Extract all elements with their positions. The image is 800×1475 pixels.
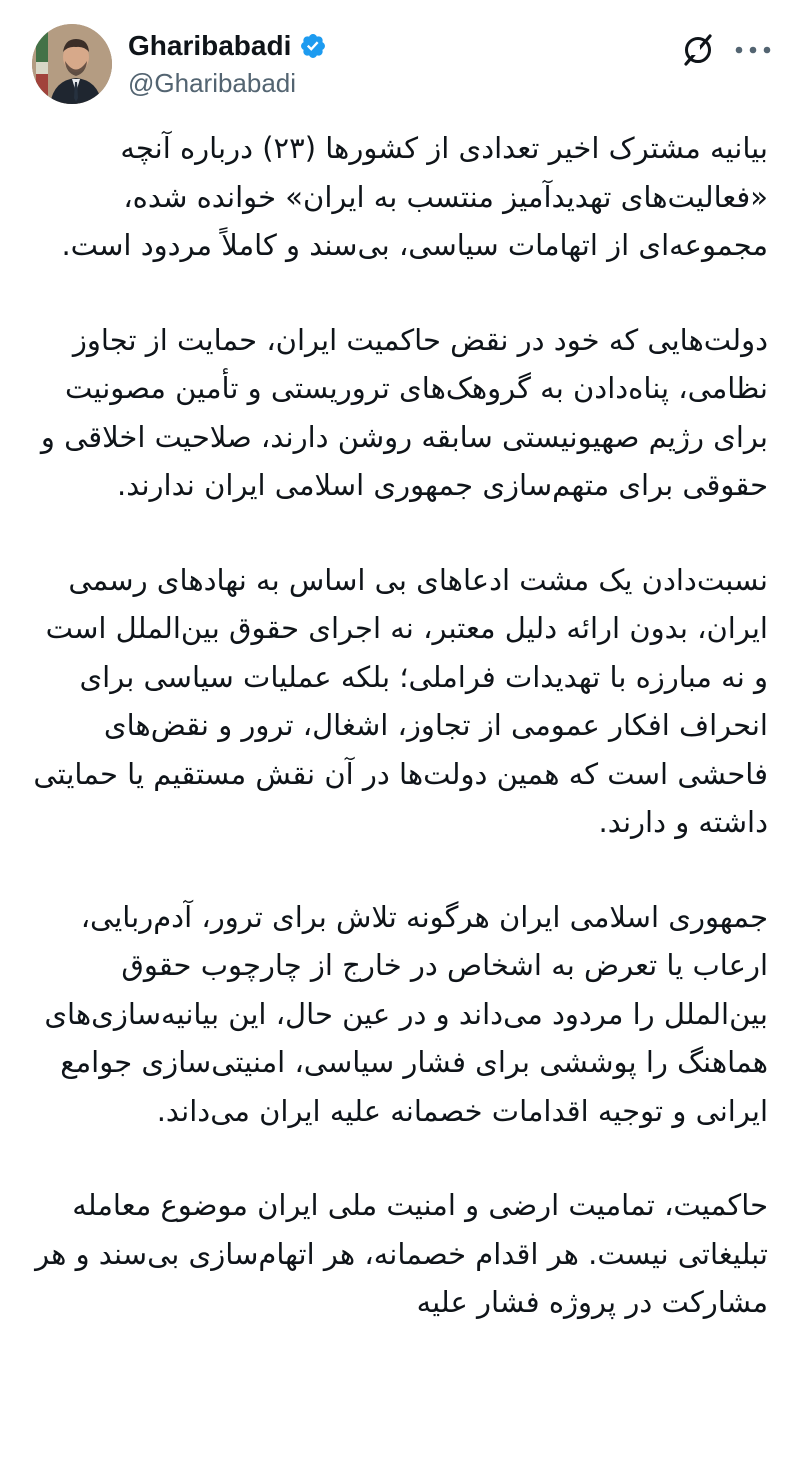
grok-icon[interactable] <box>676 28 720 72</box>
display-name[interactable]: Gharibabadi <box>128 30 292 61</box>
tweet-paragraph-3: نسبت‌دادن یک مشت ادعاهای بی اساس به نهادهای رسمی ایران، بدون ارائه دلیل معتبر، نه اجرای حقوق بین‌الملل است و نه مبارزه با تهدیدات فراملی؛ بلکه عملیات سیاسی برای انحراف افکار عمومی از تجاوز، اشغال، ترور و نقض‌های فاحشی است که همین دولت‌ها در آن نقش مستقیم یا حمایتی داشته و دارند. <box>33 562 768 839</box>
more-options-icon[interactable] <box>728 28 778 72</box>
tweet-text <box>24 124 768 1327</box>
verified-badge-icon[interactable] <box>299 32 327 60</box>
user-handle[interactable]: @Gharibabadi <box>128 68 297 98</box>
name-row <box>128 28 327 64</box>
avatar[interactable] <box>32 24 112 104</box>
tweet-paragraph-1: بیانیه مشترک اخیر تعدادی از کشورها (۲۳) درباره آنچه «فعالیت‌های تهدیدآمیز منتسب به ایران» خوانده شده، مجموعه‌ای از اتهامات سیاسی، بی‌سند و کاملاً مردود است. <box>61 131 768 262</box>
tweet-paragraph-2: دولت‌هایی که خود در نقض حاکمیت ایران، حمایت از تجاوز نظامی، پناه‌دادن به گروهک‌های تروریستی و تأمین مصونیت برای رژیم صهیونیستی سابقه روشن دارند، صلاحیت اخلاقی و حقوقی برای متهم‌سازی جمهوری اسلامی ایران ندارند. <box>40 322 768 502</box>
avatar-image <box>32 24 112 104</box>
tweet-header <box>0 0 800 120</box>
tweet-paragraph-4: جمهوری اسلامی ایران هرگونه تلاش برای ترور، آدم‌ربایی، ارعاب یا تعرض به اشخاص در خارج از چارچوب حقوق بین‌الملل را مردود می‌داند و در عین حال، این بیانیه‌سازی‌های هماهنگ را پوششی برای فشار سیاسی، امنیتی‌سازی جوامع ایرانی و توجیه اقدامات خصمانه علیه ایران می‌داند. <box>44 899 768 1128</box>
tweet-paragraph-5: حاکمیت، تمامیت ارضی و امنیت ملی ایران موضوع معامله تبلیغاتی نیست. هر اقدام خصمانه، هر اتهام‌سازی بی‌سند و هر مشارکت در پروژه فشار علیه <box>35 1188 768 1319</box>
